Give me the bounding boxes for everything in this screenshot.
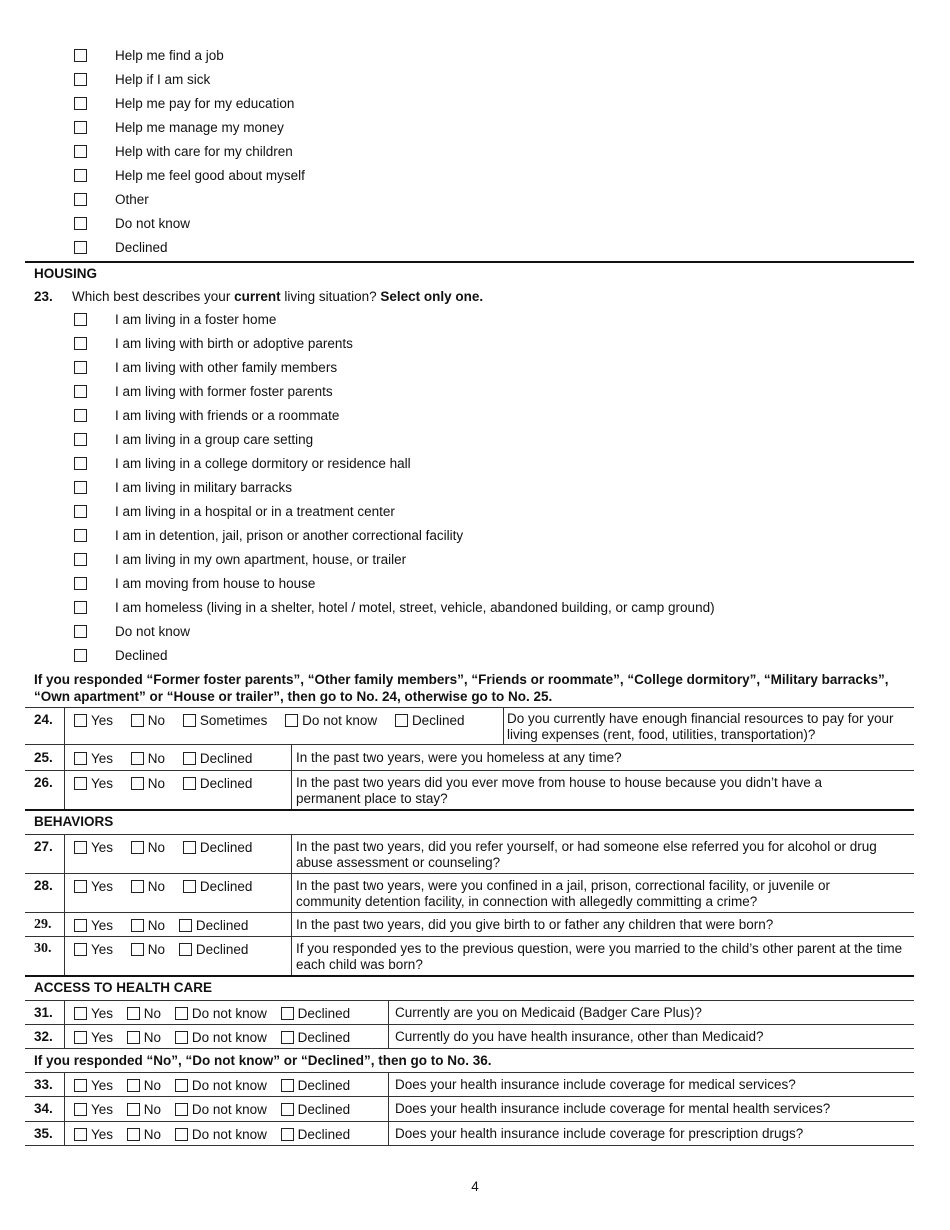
q28-yes[interactable]: Yes <box>74 879 113 894</box>
checkbox[interactable] <box>74 409 87 422</box>
q28-number: 28. <box>34 878 53 893</box>
q25-answers <box>74 751 252 766</box>
q30-answers <box>74 942 248 957</box>
q32-number: 32. <box>34 1029 53 1044</box>
q33-text: Does your health insurance include coverage for medical services? <box>395 1077 796 1092</box>
q28-text: In the past two years, were you confined in a jail, prison, correctional facility, or juvenile or community detention facility, in connection with allegedly committing a crime? <box>296 878 831 909</box>
q23-option-label: I am living in a foster home <box>115 312 277 327</box>
q35-answers <box>74 1127 350 1142</box>
q34-declined[interactable]: Declined <box>281 1102 351 1117</box>
q24-yes[interactable]: Yes <box>74 713 113 728</box>
top-option-label: Do not know <box>115 216 191 231</box>
q23-option-label: I am living in a group care setting <box>115 432 314 447</box>
q34-yes[interactable]: Yes <box>74 1102 113 1117</box>
q35-yes[interactable]: Yes <box>74 1127 113 1142</box>
q34-no[interactable]: No <box>127 1102 161 1117</box>
q32-declined[interactable]: Declined <box>281 1030 351 1045</box>
checkbox[interactable] <box>74 553 87 566</box>
divider <box>25 1145 914 1146</box>
checkbox[interactable] <box>74 601 87 614</box>
checkbox[interactable] <box>74 385 87 398</box>
q23-option-label: I am living in a college dormitory or residence hall <box>115 456 411 471</box>
q35-declined[interactable]: Declined <box>281 1127 351 1142</box>
behaviors-section-title: BEHAVIORS <box>34 814 114 829</box>
q23-option-label: Declined <box>115 648 168 663</box>
divider <box>25 912 914 913</box>
checkbox[interactable] <box>74 457 87 470</box>
q31-answers <box>74 1006 350 1021</box>
q33-declined[interactable]: Declined <box>281 1078 351 1093</box>
q35-text: Does your health insurance include coverage for prescription drugs? <box>395 1126 804 1141</box>
divider <box>388 1072 389 1145</box>
divider <box>25 809 914 811</box>
q30-declined[interactable]: Declined <box>179 942 249 957</box>
q25-yes[interactable]: Yes <box>74 751 113 766</box>
q32-answers <box>74 1030 350 1045</box>
checkbox[interactable] <box>74 49 87 62</box>
q24-declined[interactable]: Declined <box>395 713 465 728</box>
q23-option-label: I am homeless (living in a shelter, hotel / motel, street, vehicle, abandoned building, or camp ground) <box>115 600 715 615</box>
divider <box>64 744 65 809</box>
checkbox[interactable] <box>74 481 87 494</box>
q33-number: 33. <box>34 1077 53 1092</box>
q31-do-not-know[interactable]: Do not know <box>175 1006 267 1021</box>
checkbox[interactable] <box>74 529 87 542</box>
q29-number: 29. <box>34 917 52 932</box>
q29-answers <box>74 918 248 933</box>
q32-text: Currently do you have health insurance, other than Medicaid? <box>395 1029 764 1044</box>
q25-declined[interactable]: Declined <box>183 751 253 766</box>
q34-text: Does your health insurance include coverage for mental health services? <box>395 1101 831 1116</box>
checkbox[interactable] <box>74 649 87 662</box>
q35-do-not-know[interactable]: Do not know <box>175 1127 267 1142</box>
q35-number: 35. <box>34 1126 53 1141</box>
q23-number: 23. <box>34 289 53 304</box>
q28-declined[interactable]: Declined <box>183 879 253 894</box>
checkbox[interactable] <box>74 97 87 110</box>
q23-option-label: I am living with other family members <box>115 360 338 375</box>
q24-no[interactable]: No <box>131 713 165 728</box>
checkbox[interactable] <box>74 169 87 182</box>
q32-yes[interactable]: Yes <box>74 1030 113 1045</box>
q27-declined[interactable]: Declined <box>183 840 253 855</box>
q30-number: 30. <box>34 941 52 956</box>
checkbox[interactable] <box>74 505 87 518</box>
checkbox[interactable] <box>74 241 87 254</box>
q23-option-label: I am living in my own apartment, house, or trailer <box>115 552 407 567</box>
checkbox[interactable] <box>74 217 87 230</box>
q34-answers <box>74 1102 350 1117</box>
top-option-label: Help with care for my children <box>115 144 293 159</box>
q23-text: Which best describes your current living situation? Select only one. <box>72 289 484 304</box>
divider <box>25 834 914 835</box>
q25-text: In the past two years, were you homeless at any time? <box>296 750 622 765</box>
q24-do-not-know[interactable]: Do not know <box>285 713 377 728</box>
q34-do-not-know[interactable]: Do not know <box>175 1102 267 1117</box>
q33-do-not-know[interactable]: Do not know <box>175 1078 267 1093</box>
q30-text: If you responded yes to the previous question, were you married to the child’s other parent at the time each child was born? <box>296 941 903 972</box>
q31-number: 31. <box>34 1005 53 1020</box>
q31-text: Currently are you on Medicaid (Badger Care Plus)? <box>395 1005 702 1020</box>
divider <box>25 873 914 874</box>
divider <box>291 744 292 809</box>
q24-text: Do you currently have enough financial resources to pay for your living expenses (rent, food, utilities, transportation)? <box>507 711 894 742</box>
q24-sometimes[interactable]: Sometimes <box>183 713 268 728</box>
top-option-label: Help me find a job <box>115 48 224 63</box>
q23-option-label: I am in detention, jail, prison or another correctional facility <box>115 528 464 543</box>
divider <box>25 975 914 977</box>
q23-option-label: I am living with former foster parents <box>115 384 333 399</box>
checkbox[interactable] <box>74 193 87 206</box>
q23-option-label: I am moving from house to house <box>115 576 316 591</box>
q24-answers <box>74 713 464 728</box>
q32-do-not-know[interactable]: Do not know <box>175 1030 267 1045</box>
divider <box>64 707 65 744</box>
q30-no[interactable]: No <box>131 942 165 957</box>
q23-option-label: I am living in military barracks <box>115 480 293 495</box>
q31-declined[interactable]: Declined <box>281 1006 351 1021</box>
top-option-label: Declined <box>115 240 168 255</box>
page-number: 4 <box>471 1179 479 1194</box>
divider <box>64 834 65 975</box>
q31-no[interactable]: No <box>127 1006 161 1021</box>
q27-text: In the past two years, did you refer yourself, or had someone else referred you for alcohol or drug abuse assessment or counseling? <box>296 839 877 870</box>
q34-number: 34. <box>34 1101 53 1116</box>
q32-no[interactable]: No <box>127 1030 161 1045</box>
q27-answers <box>74 840 252 855</box>
q25-number: 25. <box>34 750 53 765</box>
q26-declined[interactable]: Declined <box>183 776 253 791</box>
q28-no[interactable]: No <box>131 879 165 894</box>
q29-text: In the past two years, did you give birth to or father any children that were born? <box>296 917 774 932</box>
divider <box>503 707 504 744</box>
q26-yes[interactable]: Yes <box>74 776 113 791</box>
q33-answers <box>74 1078 350 1093</box>
health-skip-note: If you responded “No”, “Do not know” or “Declined”, then go to No. 36. <box>34 1053 492 1068</box>
q26-number: 26. <box>34 775 53 790</box>
top-option-label: Help if I am sick <box>115 72 211 87</box>
q26-text: In the past two years did you ever move from house to house because you didn’t have a permanent place to stay? <box>296 775 823 806</box>
checkbox[interactable] <box>74 577 87 590</box>
q23-option-label: I am living with friends or a roommate <box>115 408 340 423</box>
q26-answers <box>74 776 252 791</box>
housing-skip-note: If you responded “Former foster parents”, “Other family members”, “Friends or roommate”, “College dormitory”, “Military barracks”, “Own apartment” or “House or trailer”, then go to No. 24, otherwise go to No. 25. <box>34 672 889 704</box>
divider <box>25 1121 914 1122</box>
q28-answers <box>74 879 252 894</box>
checkbox[interactable] <box>74 433 87 446</box>
q33-no[interactable]: No <box>127 1078 161 1093</box>
checkbox[interactable] <box>74 337 87 350</box>
divider <box>25 1024 914 1025</box>
q33-yes[interactable]: Yes <box>74 1078 113 1093</box>
checkbox[interactable] <box>74 313 87 326</box>
divider <box>25 707 914 708</box>
q26-no[interactable]: No <box>131 776 165 791</box>
q24-number: 24. <box>34 712 53 727</box>
checkbox[interactable] <box>74 625 87 638</box>
health-section-title: ACCESS TO HEALTH CARE <box>34 980 213 995</box>
divider <box>64 1072 65 1145</box>
checkbox[interactable] <box>74 121 87 134</box>
divider <box>25 261 914 263</box>
divider <box>25 1096 914 1097</box>
divider <box>25 936 914 937</box>
q23-option-label: I am living in a hospital or in a treatment center <box>115 504 395 519</box>
divider <box>25 1072 914 1073</box>
top-option-label: Other <box>115 192 149 207</box>
q35-no[interactable]: No <box>127 1127 161 1142</box>
housing-section-title: HOUSING <box>34 266 98 281</box>
q23-option-label: I am living with birth or adoptive parents <box>115 336 353 351</box>
top-option-label: Help me manage my money <box>115 120 284 135</box>
q27-no[interactable]: No <box>131 840 165 855</box>
q25-no[interactable]: No <box>131 751 165 766</box>
top-option-label: Help me pay for my education <box>115 96 295 111</box>
q27-number: 27. <box>34 839 53 854</box>
q29-declined[interactable]: Declined <box>179 918 249 933</box>
top-option-label: Help me feel good about myself <box>115 168 305 183</box>
divider <box>25 770 914 771</box>
q29-no[interactable]: No <box>131 918 165 933</box>
checkbox[interactable] <box>74 145 87 158</box>
q27-yes[interactable]: Yes <box>74 840 113 855</box>
divider <box>291 834 292 975</box>
q23-option-label: Do not know <box>115 624 191 639</box>
divider <box>25 744 914 745</box>
q30-yes[interactable]: Yes <box>74 942 113 957</box>
q29-yes[interactable]: Yes <box>74 918 113 933</box>
q31-yes[interactable]: Yes <box>74 1006 113 1021</box>
divider <box>25 1048 914 1049</box>
checkbox[interactable] <box>74 73 87 86</box>
divider <box>25 1000 914 1001</box>
checkbox[interactable] <box>74 361 87 374</box>
